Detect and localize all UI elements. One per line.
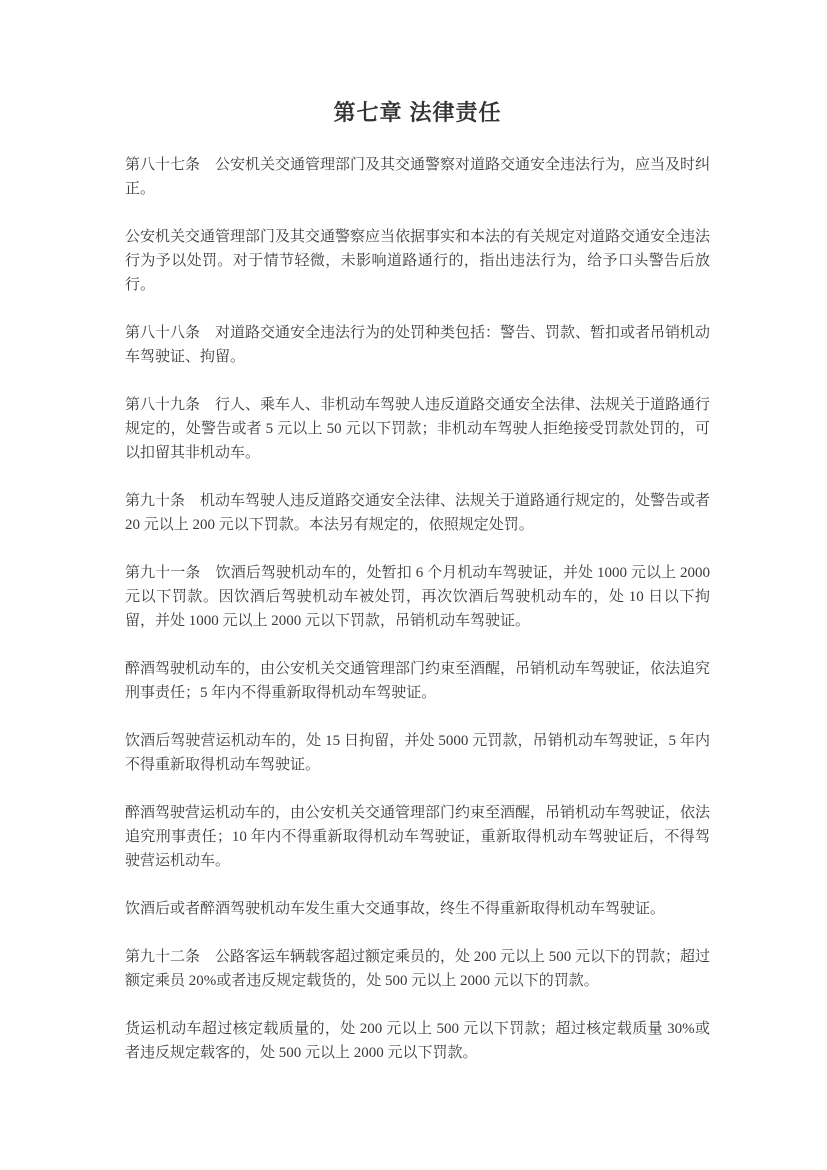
paragraph-article-91-drunk-driving: 醉酒驾驶机动车的，由公安机关交通管理部门约束至酒醒，吊销机动车驾驶证，依法追究刑事责任；5 年内不得重新取得机动车驾驶证。	[125, 661, 711, 701]
paragraph-article-87-enforcement: 公安机关交通管理部门及其交通警察应当依据事实和本法的有关规定对道路交通安全违法行为予以处罚。对于情节轻微，未影响道路通行的，指出违法行为，给予口头警告后放行。	[125, 229, 711, 293]
chapter-title: 第七章 法律责任	[333, 100, 502, 125]
document-body	[125, 153, 710, 1065]
paragraph-article-89: 第八十九条 行人、乘车人、非机动车驾驶人违反道路交通安全法律、法规关于道路通行规定的，处警告或者 5 元以上 50 元以下罚款；非机动车驾驶人拒绝接受罚款处罚的，可以扣留其非机动车。	[125, 397, 711, 461]
paragraph-article-90: 第九十条 机动车驾驶人违反道路交通安全法律、法规关于道路通行规定的，处警告或者 20 元以上 200 元以下罚款。本法另有规定的，依照规定处罚。	[125, 493, 711, 533]
paragraph-article-91-drink-driving: 第九十一条 饮酒后驾驶机动车的，处暂扣 6 个月机动车驾驶证，并处 1000 元以上 2000 元以下罚款。因饮酒后驾驶机动车被处罚，再次饮酒后驾驶机动车的，处 10 日以下拘留，并处 1000 元以上 2000 元以下罚款，吊销机动车驾驶证。	[125, 565, 710, 629]
paragraph-article-91-lifetime-ban: 饮酒后或者醉酒驾驶机动车发生重大交通事故，终生不得重新取得机动车驾驶证。	[125, 901, 666, 917]
paragraph-article-91-commercial-drink-driving: 饮酒后驾驶营运机动车的，处 15 日拘留，并处 5000 元罚款，吊销机动车驾驶证，5 年内不得重新取得机动车驾驶证。	[125, 733, 710, 773]
paragraph-article-91-commercial-drunk-driving: 醉酒驾驶营运机动车的，由公安机关交通管理部门约束至酒醒，吊销机动车驾驶证，依法追究刑事责任；10 年内不得重新取得机动车驾驶证，重新取得机动车驾驶证后，不得驾驶营运机动车。	[125, 805, 711, 869]
paragraph-article-92-cargo-overload: 货运机动车超过核定载质量的，处 200 元以上 500 元以下罚款；超过核定载质量 30%或者违反规定载客的，处 500 元以上 2000 元以下罚款。	[125, 1021, 710, 1061]
paragraph-article-87: 第八十七条 公安机关交通管理部门及其交通警察对道路交通安全违法行为，应当及时纠正。	[125, 157, 711, 197]
paragraph-article-92-passenger-overload: 第九十二条 公路客运车辆载客超过额定乘员的，处 200 元以上 500 元以下的罚款；超过额定乘员 20%或者违反规定载货的，处 500 元以上 2000 元以下的罚款。	[125, 949, 711, 989]
paragraph-article-88: 第八十八条 对道路交通安全违法行为的处罚种类包括：警告、罚款、暂扣或者吊销机动车驾驶证、拘留。	[125, 325, 711, 365]
